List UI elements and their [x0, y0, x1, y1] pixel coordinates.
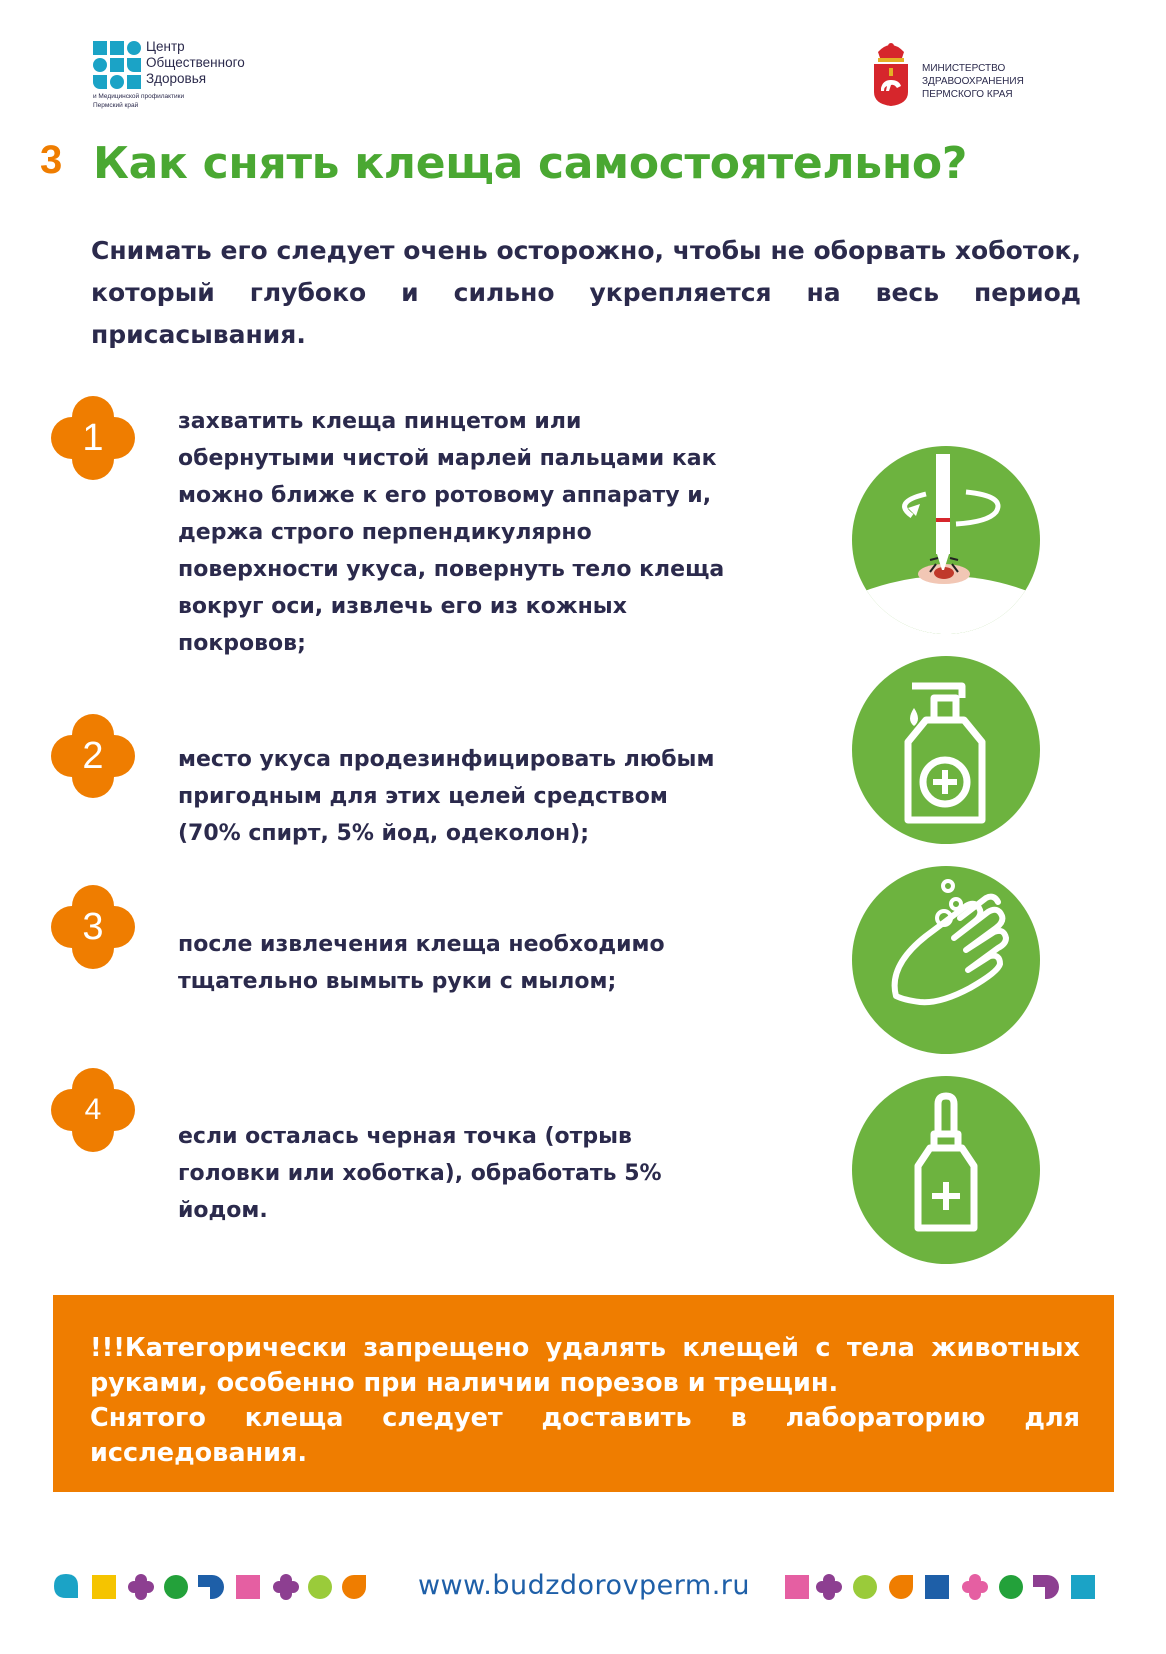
circle-shape-icon — [999, 1575, 1023, 1599]
org-logo-mark-icon — [93, 41, 141, 89]
ministry-name — [922, 62, 1072, 101]
warning-line: !!!Категорически запрещено удалять клещей с тела животных руками, особенно при наличии порезов и трещин. — [90, 1333, 1080, 1398]
org-subtitle-line: Пермский край — [93, 102, 139, 109]
org-subtitle-line: и Медицинской профилактики — [93, 93, 185, 100]
step-text: если осталась черная точка (отрыв головки или хоботка), обработать 5% йодом. — [178, 1124, 662, 1223]
tweezers-tick-icon — [852, 446, 1040, 634]
ministry-name-line: ЗДРАВООХРАНЕНИЯ — [922, 76, 1024, 87]
cross-shape-icon — [273, 1574, 299, 1600]
hand-washing-icon — [852, 866, 1040, 1054]
square-shape-icon — [92, 1575, 116, 1599]
step-text: после извлечения клеща необходимо тщательно вымыть руки с мылом; — [178, 932, 665, 994]
org-logo — [93, 38, 293, 110]
leaf-shape-icon — [198, 1575, 224, 1599]
step-number: 4 — [84, 1093, 102, 1126]
heart-shape-icon — [342, 1575, 366, 1599]
org-name-line: Общественного — [146, 55, 245, 70]
disinfectant-bottle-icon — [852, 656, 1040, 844]
ministry-name-line: ПЕРМСКОГО КРАЯ — [922, 89, 1013, 100]
org-name — [146, 39, 296, 87]
ministry-name-line: МИНИСТЕРСТВО — [922, 63, 1006, 74]
square-shape-icon — [785, 1575, 809, 1599]
ministry-logo — [872, 38, 1072, 110]
section-number: 3 — [40, 138, 63, 182]
cross-shape-icon — [128, 1574, 154, 1600]
step-number: 1 — [82, 417, 104, 459]
org-subtitle — [93, 92, 253, 110]
step-badge — [48, 1065, 138, 1155]
step-number: 3 — [82, 906, 104, 948]
square-shape-icon — [1071, 1575, 1095, 1599]
leaf-shape-icon — [1033, 1575, 1059, 1599]
heart-shape-icon — [54, 1574, 78, 1598]
footer-decor-right — [785, 1572, 1115, 1602]
square-shape-icon — [925, 1575, 949, 1599]
iodine-bottle-icon — [852, 1076, 1040, 1264]
step-number: 2 — [82, 735, 104, 777]
warning-box — [53, 1295, 1114, 1492]
org-name-line: Здоровья — [146, 71, 207, 86]
cross-shape-icon — [816, 1574, 842, 1600]
intro-paragraph: Снимать его следует очень осторожно, чтобы не оборвать хоботок, который глубоко и сильно укрепляется на весь период присасывания. — [91, 236, 1081, 349]
page-title: Как снять клеща самостоятельно? — [93, 138, 968, 189]
step-badge — [48, 711, 138, 801]
warning-text — [90, 1331, 1080, 1471]
warning-line: Снятого клеща следует доставить в лабораторию для исследования. — [90, 1403, 1080, 1468]
circle-shape-icon — [308, 1575, 332, 1599]
footer-decor-left — [52, 1572, 382, 1602]
circle-shape-icon — [164, 1575, 188, 1599]
perm-crest-icon — [872, 38, 910, 108]
step-text: захватить клеща пинцетом или обернутыми чистой марлей пальцами как можно ближе к его ротовому аппарату и, держа строго перпендикулярно поверхности укуса, повернуть тело клеща вокруг оси, извлечь его из кожных покровов; — [178, 409, 725, 656]
org-name-line: Центр — [146, 39, 185, 54]
website-link[interactable]: www.budzdorovperm.ru — [417, 1570, 751, 1601]
cross-shape-icon — [962, 1574, 988, 1600]
step-badge — [48, 882, 138, 972]
step-text: место укуса продезинфицировать любым пригодным для этих целей средством (70% спирт, 5% йод, одеколон); — [178, 747, 715, 846]
heart-shape-icon — [889, 1575, 913, 1599]
step-badge — [48, 393, 138, 483]
circle-shape-icon — [853, 1575, 877, 1599]
square-shape-icon — [236, 1575, 260, 1599]
